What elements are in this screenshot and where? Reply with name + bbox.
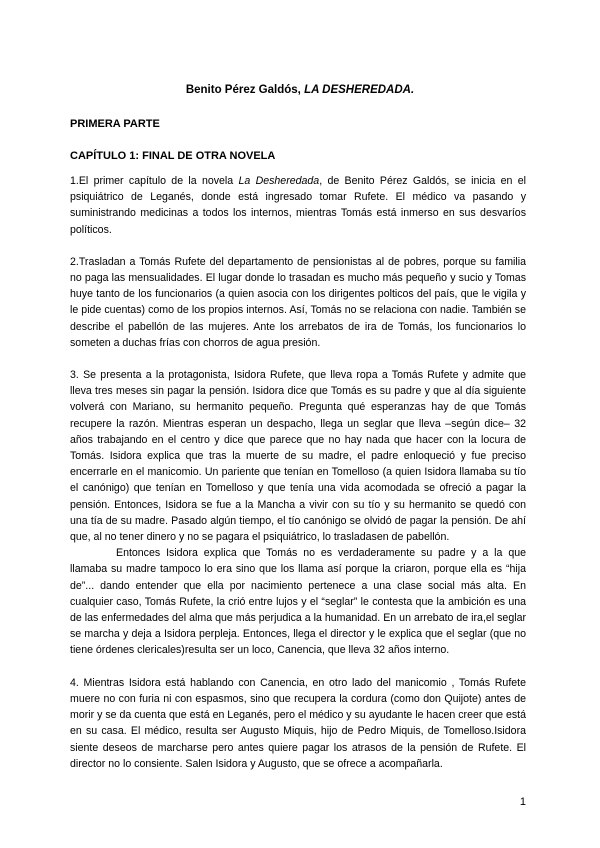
paragraph-1-end: , de Benito Pérez Galdós, se inicia en el psiquiátrico de Leganés, donde está ingresado tomar Rufete. El médico va pasando y suministrando medicinas a todos los internos, mientras Tomás está inmerso en sus desvaríos políticos. bbox=[70, 175, 526, 236]
document-body bbox=[70, 173, 526, 788]
paragraph-1-start: 1.El primer capítulo de la novela bbox=[70, 175, 239, 187]
paragraph-1-italic-title: La Desheredada bbox=[238, 175, 320, 187]
paragraph-3: 3. Se presenta a la protagonista, Isidora Rufete, que lleva ropa a Tomás Rufete y admite que lleva tres meses sin pagar la pensión. Isidora dice que Tomás es su padre y que al día siguiente volverá con Mariano, su hermanito pequeño. Pregunta qué esperanzas hay de que Tomás recupere la razón. Mientras esperan un despacho, llega un seglar que lleva –según dice– 32 años trabajando en el centro y dice que parece que no hay nada que hacer con la locura de Tomás. Isidora explica que tras la muerte de su madre, el padre enloqueció y fue preciso encerrarle en el manicomio. Un pariente que tenían en Tomelloso (a quien Isidora llamaba su tío el canónigo) que tenían en Tomelloso y que tenía una vida acomodada se ofreció a pagar la pensión. Entonces, Isidora se fue a la Mancha a vivir con su tío y su hermanito se quedó con una tía de su madre. Pasado algún tiempo, el tío canónigo se olvidó de pagar la pensión. De ahí que, al no tener dinero y no se pagara el psiquiátrico, lo trasladasen de pabellón. bbox=[70, 369, 526, 544]
author-name: Benito Pérez Galdós, bbox=[185, 84, 301, 96]
paragraph-4: 4. Mientras Isidora está hablando con Canencia, en otro lado del manicomio , Tomás Rufete muere no con furia ni con espasmos, sino que recupera la cordura (como don Quijote) antes de morir y se da cuenta que está en Leganés, pero el médico y su ayudante le hacen creer que está en su casa. El médico, resulta ser Augusto Miquis, hijo de Pedro Miquis, de Tomelloso.Isidora siente deseos de marcharse pero antes quiere pagar los atrasos de la pensión de Rufete. El director no lo consiente. Salen Isidora y Augusto, que se ofrece a acompañarla. bbox=[70, 676, 526, 770]
chapter-heading: CAPÍTULO 1: FINAL DE OTRA NOVELA bbox=[70, 150, 276, 162]
paragraph-2: 2.Trasladan a Tomás Rufete del departamento de pensionistas al de pobres, porque su familia no paga las mensualidades. El lugar donde lo trasadan es mucho más pequeño y sucio y Tomas huye tanto de los funcionarios (a quien asocia con los dirigentes polticos del país, que le vigila y le pide cuentas) como de los propios internos. Así, Tomás no se relaciona con nadie. También se describe el pabellón de las mujeres. Ante los arrebatos de ira de Tomás, los funcionarios lo someten a duchas frías con chorros de agua presión. bbox=[70, 255, 526, 349]
document-title bbox=[70, 84, 530, 96]
paragraph-1 bbox=[70, 173, 526, 238]
paragraph-3-continuation: Entonces Isidora explica que Tomás no es verdaderamente su padre y a la que llamaba su madre tampoco lo era sino que los llama así porque la criaron, porque ella es “hija de”... dando entender que ella por nacimiento pertenece a una clase social más alta. En cualquier caso, Tomás Rufete, la crió entre lujos y el “seglar” le contesta que la ambición es una de las enfermedades del alma que más perjudica a la humanidad. En un arrebato de ira,el seglar se marcha y deja a Isidora perpleja. Entonces, llega el director y le explica que el seglar (que no tiene órdenes clericales)resulta ser un loco, Canencia, que lleva 32 años interno. bbox=[70, 547, 526, 657]
page-number: 1 bbox=[519, 796, 526, 808]
part-heading: PRIMERA PARTE bbox=[70, 118, 160, 130]
novel-title: LA DESHEREDADA. bbox=[304, 84, 415, 96]
